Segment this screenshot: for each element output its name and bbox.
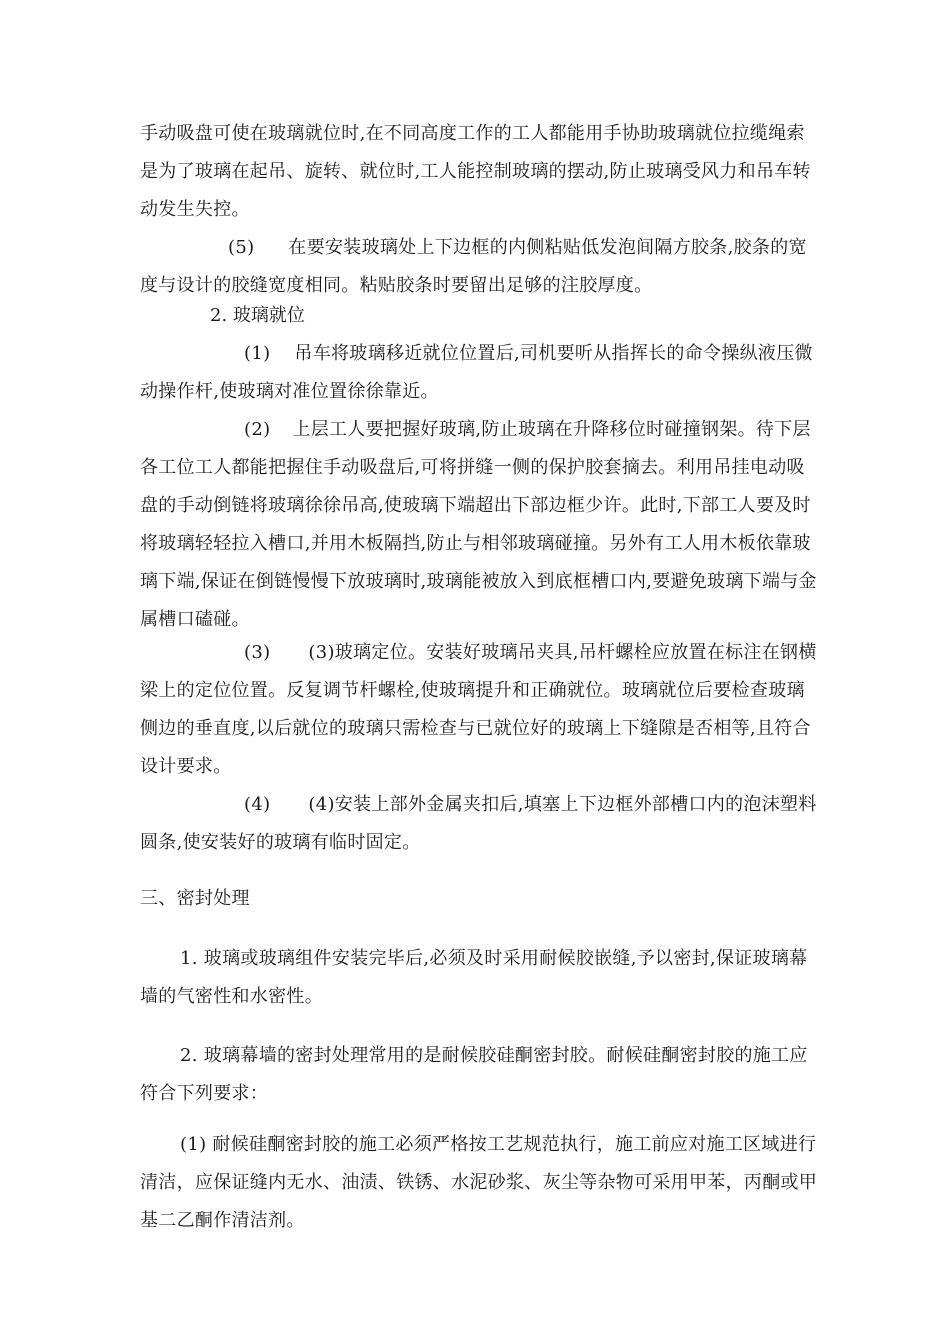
paragraph-text: 1. 玻璃或玻璃组件安装完毕后,必须及时采用耐候胶嵌缝,予以密封,保证玻璃幕墙的气密性和水密性。 <box>140 948 808 1007</box>
paragraph-item-5 <box>140 229 820 305</box>
paragraph-text: 2. 玻璃幕墙的密封处理常用的是耐候胶硅酮密封胶。耐候硅酮密封胶的施工应符合下列要求： <box>140 1045 808 1104</box>
paragraph-item-3 <box>140 634 820 786</box>
paragraph-sealing-requirement-1 <box>140 1126 820 1240</box>
paragraph-item-1 <box>140 335 820 411</box>
paragraph-sealing-2 <box>140 1037 820 1113</box>
paragraph-text: (1) 耐候硅酮密封胶的施工必须严格按工艺规范执行，施工前应对施工区域进行清洁，应保证缝内无水、油渍、铁锈、水泥砂浆、灰尘等杂物可采用甲苯，丙酮或甲基二乙酮作清洁剂。 <box>140 1134 818 1231</box>
paragraph-suction-cup <box>140 115 820 229</box>
list-marker: (4) <box>244 794 271 815</box>
list-marker: (5) <box>228 237 255 258</box>
paragraph-item-2 <box>140 411 820 639</box>
list-marker: (3) <box>244 642 271 663</box>
list-marker: (1) <box>244 343 271 364</box>
section-heading-sealing: 三、密封处理 <box>140 888 250 909</box>
paragraph-text: (3)玻璃定位。安装好玻璃吊夹具,吊杆螺栓应放置在标注在钢横梁上的定位位置。反复调节杆螺栓,使玻璃提升和正确就位。玻璃就位后要检查玻璃侧边的垂直度,以后就位的玻璃只需检查与已就位好的玻璃上下缝隙是否相等,且符合设计要求。 <box>140 642 817 777</box>
paragraph-sealing-1 <box>140 940 820 1016</box>
paragraph-text: 吊车将玻璃移近就位位置后,司机要听从指挥长的命令操纵液压微动操作杆,使玻璃对准位置徐徐靠近。 <box>140 343 813 402</box>
paragraph-item-4 <box>140 786 820 862</box>
list-marker: (2) <box>244 419 271 440</box>
section-heading-glass-positioning: 2. 玻璃就位 <box>210 305 305 326</box>
paragraph-text: 上层工人要把握好玻璃,防止玻璃在升降移位时碰撞钢架。待下层各工位工人都能把握住手动吸盘后,可将拼缝一侧的保护胶套摘去。利用吊挂电动吸盘的手动倒链将玻璃徐徐吊高,使玻璃下端超出下部边框少许。此时,下部工人要及时将玻璃轻轻拉入槽口,并用木板隔挡,防止与相邻玻璃碰撞。另外有工人用木板依靠玻璃下端,保证在倒链慢慢下放玻璃时,玻璃能被放入到底框槽口内,要避免玻璃下端与金属槽口磕碰。 <box>140 419 817 630</box>
paragraph-text: 在要安装玻璃处上下边框的内侧粘贴低发泡间隔方胶条,胶条的宽度与设计的胶缝宽度相同。粘贴胶条时要留出足够的注胶厚度。 <box>140 237 807 296</box>
paragraph-text: (4)安装上部外金属夹扣后,填塞上下边框外部槽口内的泡沫塑料圆条,使安装好的玻璃有临时固定。 <box>140 794 817 853</box>
paragraph-text: 手动吸盘可使在玻璃就位时,在不同高度工作的工人都能用手协助玻璃就位拉缆绳索是为了玻璃在起吊、旋转、就位时,工人能控制玻璃的摆动,防止玻璃受风力和吊车转动发生失控。 <box>140 123 811 220</box>
